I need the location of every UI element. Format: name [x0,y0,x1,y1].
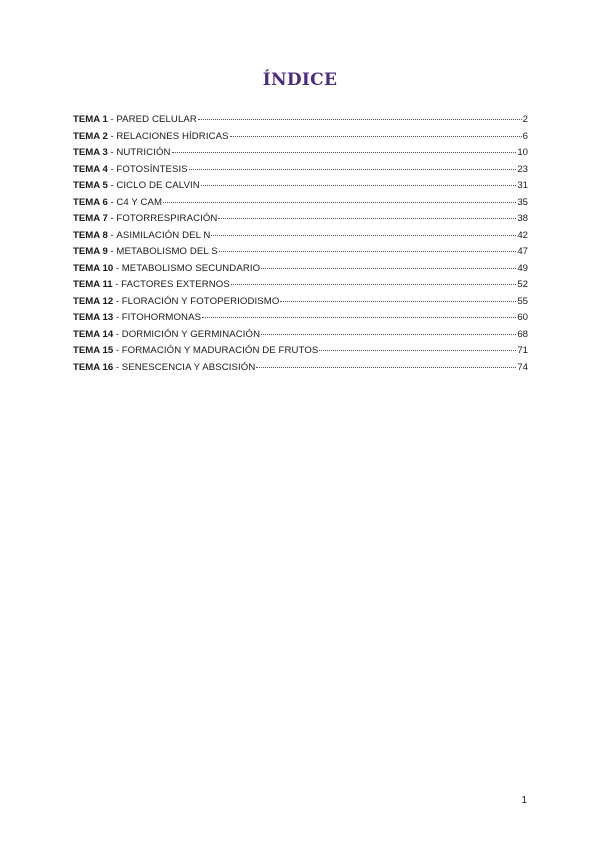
toc-entry-page: 2 [522,114,528,125]
toc-entry-title: C4 Y CAM [116,196,163,208]
toc-entry-page: 49 [517,262,528,274]
table-of-contents [73,114,528,378]
toc-entry-page: 55 [517,295,528,307]
toc-entry-title: RELACIONES HÍDRICAS [116,130,229,142]
toc-entry-title: FORMACIÓN Y MADURACIÓN DE FRUTOS [121,345,319,356]
toc-entry-number: TEMA 6 [73,196,108,208]
toc-entry[interactable]: TEMA 4 - FOTOSÍNTESIS 23 [73,163,528,175]
toc-entry[interactable]: TEMA 14 - DORMICIÓN Y GERMINACIÓN 68 [73,328,528,340]
toc-dot-leader [256,367,516,368]
toc-entry[interactable]: TEMA 13 - FITOHORMONAS 60 [73,312,528,323]
toc-entry[interactable]: TEMA 2 - RELACIONES HÍDRICAS 6 [73,130,528,142]
toc-entry-page: 47 [517,246,528,257]
toc-entry-page: 74 [517,361,528,373]
toc-entry-page: 10 [517,147,528,158]
toc-entry-number: TEMA 15 [73,345,114,356]
toc-entry-page: 6 [522,130,528,142]
toc-dot-leader [280,301,516,302]
toc-entry-title: FACTORES EXTERNOS [121,279,230,290]
toc-entry-title: FOTORRESPIRACIÓN [116,213,218,224]
toc-entry-number: TEMA 16 [73,361,114,373]
toc-dot-leader [230,136,522,137]
toc-entry-title: FOTOSÍNTESIS [116,163,188,175]
toc-dot-leader [211,235,516,236]
toc-dot-leader [201,185,517,186]
toc-entry-page: 71 [517,345,528,356]
toc-dot-leader [163,202,516,203]
toc-entry-title: PARED CELULAR [116,114,197,125]
toc-entry-number: TEMA 7 [73,213,108,224]
toc-entry[interactable]: TEMA 9 - METABOLISMO DEL S 47 [73,246,528,257]
toc-entry-title: DORMICIÓN Y GERMINACIÓN [121,328,261,340]
toc-entry-number: TEMA 1 [73,114,108,125]
toc-entry-title: NUTRICIÓN [116,147,171,158]
toc-entry[interactable]: TEMA 10 - METABOLISMO SECUNDARIO 49 [73,262,528,274]
toc-dot-leader [202,317,516,318]
toc-entry-title: FITOHORMONAS [121,312,202,323]
toc-entry[interactable]: TEMA 12 - FLORACIÓN Y FOTOPERIODISMO 55 [73,295,528,307]
toc-entry-title: SENESCENCIA Y ABSCISIÓN [121,361,256,373]
toc-entry-title: METABOLISMO SECUNDARIO [121,262,261,274]
toc-entry-page: 38 [517,213,528,224]
toc-dot-leader [218,218,516,219]
toc-entry[interactable]: TEMA 7 - FOTORRESPIRACIÓN 38 [73,213,528,224]
toc-dot-leader [189,169,517,170]
toc-entry[interactable]: TEMA 6 - C4 Y CAM 35 [73,196,528,208]
page-number: 1 [521,795,527,806]
toc-entry-number: TEMA 9 [73,246,108,257]
toc-entry[interactable]: TEMA 8 - ASIMILACIÓN DEL N 42 [73,229,528,241]
toc-entry-number: TEMA 2 [73,130,108,142]
page-title: ÍNDICE [262,70,338,90]
toc-entry[interactable]: TEMA 3 - NUTRICIÓN 10 [73,147,528,158]
toc-entry-page: 42 [517,229,528,241]
toc-entry-number: TEMA 3 [73,147,108,158]
toc-entry-number: TEMA 11 [73,279,113,290]
toc-entry-title: METABOLISMO DEL S [116,246,218,257]
toc-entry-number: TEMA 12 [73,295,114,307]
toc-entry-number: TEMA 13 [73,312,114,323]
toc-entry-page: 35 [517,196,528,208]
toc-entry-number: TEMA 10 [73,262,114,274]
toc-entry-number: TEMA 14 [73,328,114,340]
toc-entry-number: TEMA 8 [73,229,108,241]
toc-dot-leader [261,334,516,335]
toc-entry[interactable]: TEMA 15 - FORMACIÓN Y MADURACIÓN DE FRUTOS 71 [73,345,528,356]
toc-entry-title: CICLO DE CALVIN [116,180,200,191]
toc-entry-page: 60 [517,312,528,323]
toc-entry-number: TEMA 5 [73,180,108,191]
toc-entry-number: TEMA 4 [73,163,108,175]
toc-entry[interactable]: TEMA 16 - SENESCENCIA Y ABSCISIÓN 74 [73,361,528,373]
toc-entry-page: 23 [517,163,528,175]
toc-entry-title: FLORACIÓN Y FOTOPERIODISMO [121,295,280,307]
toc-entry[interactable]: TEMA 5 - CICLO DE CALVIN 31 [73,180,528,191]
toc-dot-leader [219,251,517,252]
toc-entry-title: ASIMILACIÓN DEL N [116,229,211,241]
toc-dot-leader [319,350,516,351]
toc-entry[interactable]: TEMA 11 - FACTORES EXTERNOS 52 [73,279,528,290]
toc-dot-leader [198,119,522,120]
toc-dot-leader [261,268,516,269]
toc-entry-page: 31 [517,180,528,191]
toc-entry-page: 52 [517,279,528,290]
toc-entry[interactable]: TEMA 1 - PARED CELULAR 2 [73,114,528,125]
toc-dot-leader [172,152,517,153]
toc-dot-leader [231,284,516,285]
toc-entry-page: 68 [517,328,528,340]
